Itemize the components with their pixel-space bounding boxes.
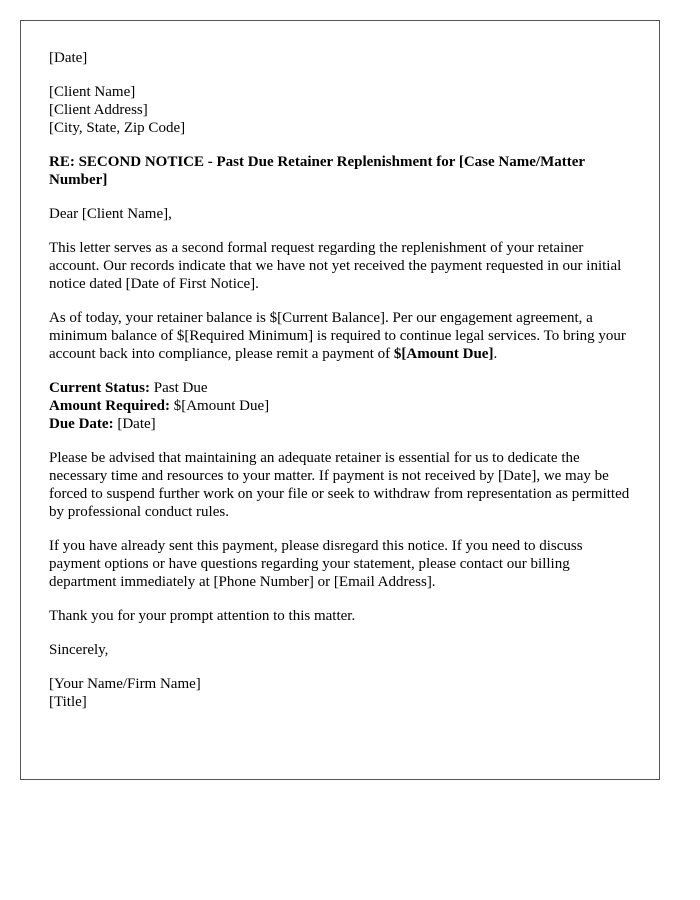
recipient-address-block <box>49 83 631 137</box>
recipient-address: [Client Address] <box>49 102 148 118</box>
paragraph-second-request: This letter serves as a second formal request regarding the replenishment of your retainer account. Our records indicate that we have not yet received the payment requested in our initial notice dated [Date of First Notice]. <box>49 240 622 292</box>
amount-required-row <box>49 397 631 415</box>
amount-required-label: Amount Required: <box>49 398 170 414</box>
subject-line: RE: SECOND NOTICE - Past Due Retainer Replenishment for [Case Name/Matter Number] <box>49 154 585 188</box>
recipient-name: [Client Name] <box>49 84 136 100</box>
due-date-label: Due Date: <box>49 416 114 432</box>
closing: Sincerely, <box>49 642 109 658</box>
balance-text-end: . <box>493 346 498 362</box>
current-status-row <box>49 379 631 397</box>
paragraph-contact: If you have already sent this payment, please disregard this notice. If you need to discuss payment options or have questions regarding your statement, please contact our billing department immediately at [Phone Number] or [Email Address]. <box>49 538 583 590</box>
date-text: [Date] <box>49 50 88 66</box>
current-status-label: Current Status: <box>49 380 150 396</box>
paragraph-thanks: Thank you for your prompt attention to this matter. <box>49 608 356 624</box>
signature-name: [Your Name/Firm Name] <box>49 676 201 692</box>
status-summary <box>49 379 631 433</box>
signature-block <box>49 675 631 711</box>
letter-date <box>49 49 631 67</box>
paragraph-advisory: Please be advised that maintaining an adequate retainer is essential for us to dedicate the necessary time and resources to your matter. If payment is not received by [Date], we may be forced to suspend further work on your file or seek to withdraw from representation as permitted by professional conduct rules. <box>49 450 630 520</box>
current-status-value: Past Due <box>149 380 208 396</box>
amount-required-value: $[Amount Due] <box>169 398 270 414</box>
letter-page <box>20 20 660 780</box>
balance-text: As of today, your retainer balance is $[Current Balance]. Per our engagement agreement, a minimum balance of $[Required Minimum] is required to continue legal services. To bring your account back into compliance, please remit a payment of <box>49 310 626 362</box>
recipient-city-state-zip: [City, State, Zip Code] <box>49 120 186 136</box>
due-date-value: [Date] <box>113 416 156 432</box>
amount-due-bold: $[Amount Due] <box>393 346 494 362</box>
paragraph-balance <box>49 309 631 363</box>
salutation: Dear [Client Name], <box>49 206 172 222</box>
signature-title: [Title] <box>49 694 87 710</box>
due-date-row <box>49 415 631 433</box>
